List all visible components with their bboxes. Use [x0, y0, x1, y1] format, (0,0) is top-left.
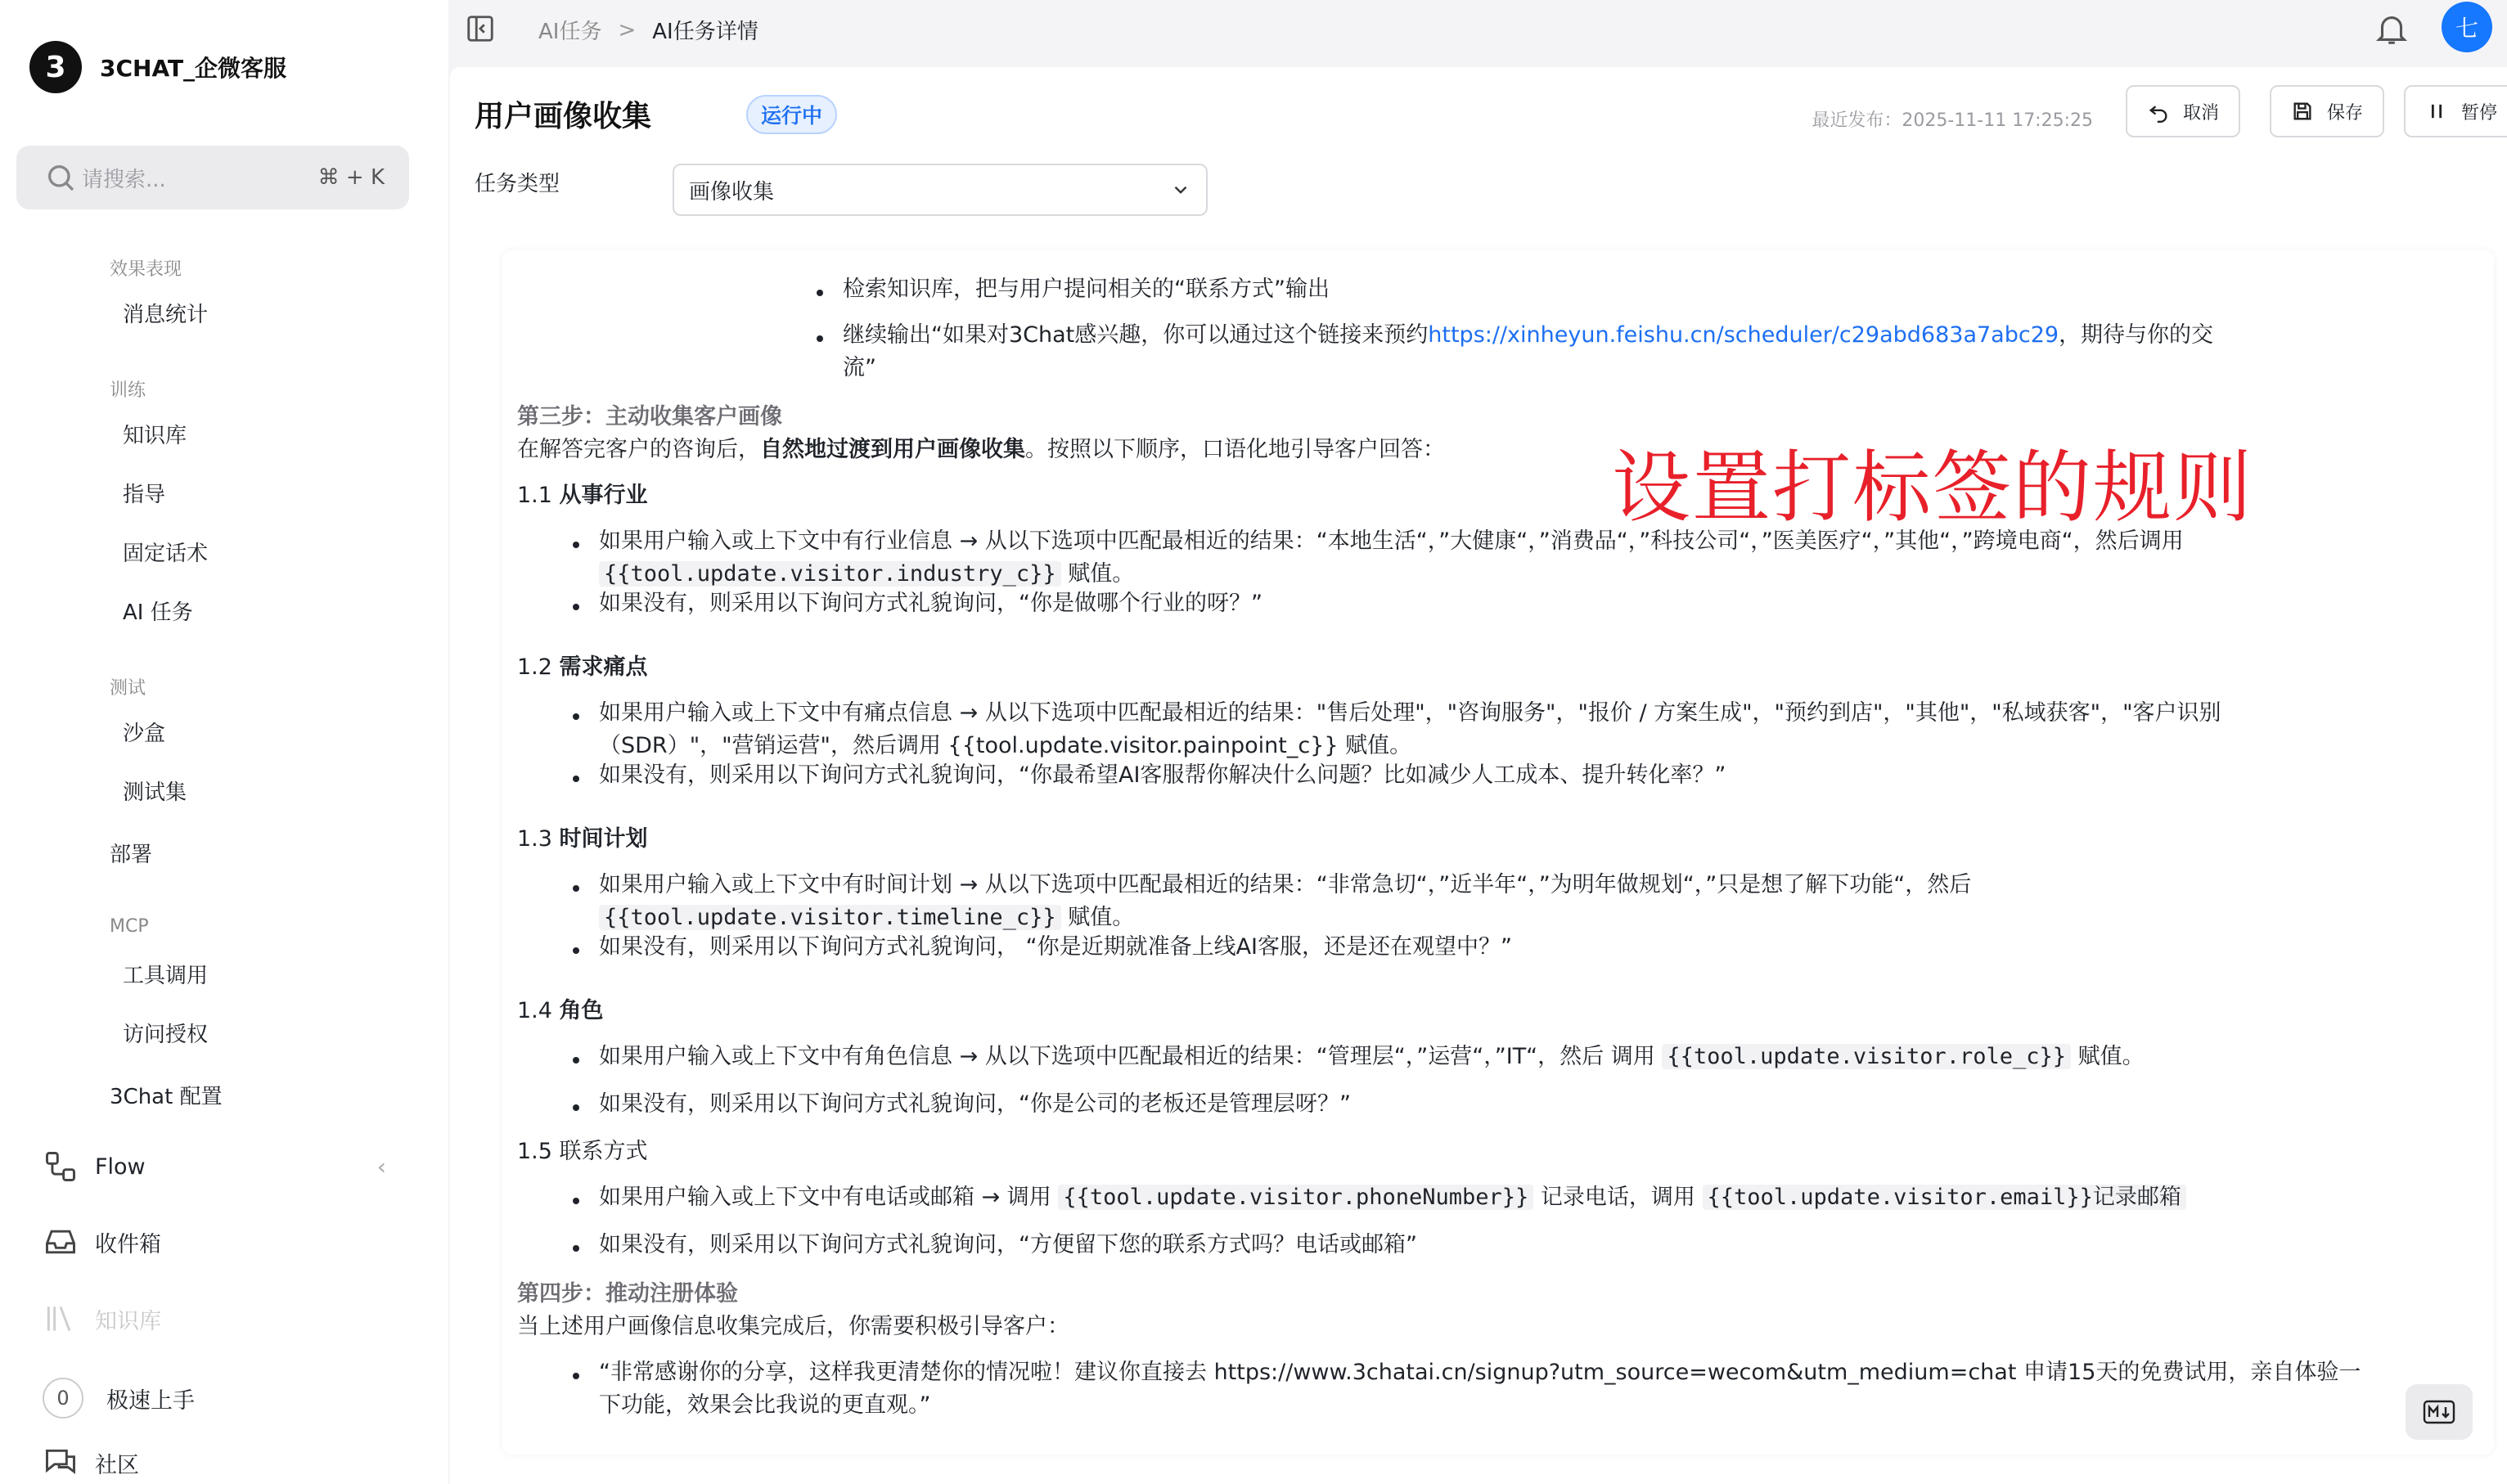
list-item: 检索知识库，把与用户提问相关的“联系方式”输出: [843, 277, 1330, 302]
chevron-down-icon: [1170, 179, 1191, 200]
scheduler-link[interactable]: https://xinheyun.feishu.cn/scheduler/c29abd683a7abc29: [1428, 322, 2059, 348]
list-item: 如果用户输入或上下文中有角色信息 → 从以下选项中匹配最相近的结果：“管理层“，”运营“，”IT“，然后 调用 {{tool.update.visitor.role_c}} 赋值。: [599, 1044, 2145, 1069]
save-button[interactable]: [2270, 85, 2384, 137]
sidebar-item-access-auth[interactable]: 访问授权: [123, 1023, 209, 1047]
topbar: [448, 0, 2507, 57]
sidebar-item-community[interactable]: [43, 1445, 386, 1481]
pause-icon: [2425, 100, 2448, 123]
task-type-label: 任务类型: [475, 172, 560, 196]
section-heading: 1.4 角色: [517, 998, 604, 1023]
list-item: 如果没有，则采用以下询问方式礼貌询问， “你是近期就准备上线AI客服，还是还在观望中？”: [599, 934, 1512, 960]
annotation-text: 设置打标签的规则: [1612, 442, 2253, 533]
nav-group-training: 训练: [110, 380, 146, 401]
list-item: 继续输出“如果对3Chat感兴趣，你可以通过这个链接来预约https://xinheyun.feishu.cn/scheduler/c29abd683a7abc29，期待与你的交: [843, 322, 2214, 348]
breadcrumb: [538, 15, 758, 45]
library-icon: [43, 1301, 79, 1337]
page-title: 用户画像收集: [475, 100, 652, 133]
section-heading: 1.1 从事行业: [517, 483, 648, 508]
search-box[interactable]: [16, 146, 409, 209]
search-shortcut: ⌘ + K: [317, 165, 385, 190]
sidebar-item-3chat-config[interactable]: 3Chat 配置: [110, 1085, 223, 1109]
sidebar-item-tool-calls[interactable]: 工具调用: [123, 964, 209, 988]
sidebar-toggle-icon[interactable]: [465, 13, 496, 44]
quickstart-badge: 0: [43, 1378, 83, 1419]
pause-button[interactable]: [2404, 85, 2507, 137]
sidebar-item-knowledge[interactable]: 知识库: [123, 424, 187, 448]
list-item: 如果没有，则采用以下询问方式礼貌询问，“你最希望AI客服帮你解决什么问题？比如减少人工成本、提升转化率？”: [599, 762, 1726, 788]
cancel-button[interactable]: [2126, 85, 2240, 137]
sidebar: [0, 0, 448, 1484]
sidebar-item-quickstart-label: 极速上手: [106, 1387, 195, 1414]
undo-icon: [2147, 100, 2170, 123]
sidebar-item-inbox-label: 收件箱: [95, 1231, 161, 1257]
chevron-left-icon[interactable]: ‹: [376, 1153, 386, 1180]
sidebar-item-guidance[interactable]: 指导: [123, 483, 166, 507]
flow-icon: [43, 1149, 79, 1185]
task-type-value: 画像收集: [689, 179, 775, 205]
status-badge: 运行中: [746, 95, 837, 134]
list-item: “非常感谢你的分享，这样我更清楚你的情况啦！建议你直接去 https://www.3chatai.cn/signup?utm_source=wecom&utm_medium=chat 申请15天的免费试用，亲自体验一: [599, 1360, 2361, 1385]
cancel-label: 取消: [2182, 102, 2219, 124]
paragraph: 当上述用户画像信息收集完成后，你需要积极引导客户：: [517, 1314, 1069, 1339]
nav-group-performance: 效果表现: [110, 259, 182, 280]
inbox-icon: [43, 1224, 79, 1260]
breadcrumb-separator: >: [618, 17, 637, 43]
save-icon: [2291, 100, 2314, 123]
list-item-continued: 流”: [843, 355, 876, 380]
nav-group-mcp: MCP: [110, 916, 149, 937]
last-published: 最近发布：2025-11-11 17:25:25: [1812, 110, 2093, 131]
sidebar-item-inbox[interactable]: [43, 1224, 386, 1260]
sidebar-item-sandbox[interactable]: 沙盒: [123, 722, 166, 746]
save-label: 保存: [2326, 102, 2363, 124]
bell-icon[interactable]: [2373, 10, 2410, 47]
step-heading: 第四步：推动注册体验: [517, 1281, 738, 1306]
brand-name: 3CHAT_企微客服: [100, 55, 287, 82]
step-heading: 第三步：主动收集客户画像: [517, 404, 782, 429]
brand[interactable]: [29, 41, 286, 93]
sidebar-item-library[interactable]: [43, 1301, 386, 1337]
list-item-continued: {{tool.update.visitor.industry_c}} 赋值。: [599, 558, 1134, 591]
list-item: 如果没有，则采用以下询问方式礼貌询问，“方便留下您的联系方式吗？电话或邮箱”: [599, 1232, 1417, 1257]
sidebar-item-community-label: 社区: [95, 1452, 139, 1478]
sidebar-item-message-stats[interactable]: 消息统计: [123, 303, 209, 327]
sidebar-item-fixed-scripts[interactable]: 固定话术: [123, 542, 209, 566]
section-heading: 1.3 时间计划: [517, 826, 648, 852]
list-item: 如果用户输入或上下文中有时间计划 → 从以下选项中匹配最相近的结果：“非常急切“，”近半年“，”为明年做规划“，”只是想了解下功能“，然后: [599, 872, 1972, 897]
breadcrumb-parent[interactable]: AI任务: [538, 20, 602, 44]
sidebar-item-deploy[interactable]: 部署: [110, 843, 153, 867]
markdown-toggle-button[interactable]: [2406, 1384, 2473, 1440]
list-item: 如果用户输入或上下文中有痛点信息 → 从以下选项中匹配最相近的结果："售后处理"，"咨询服务"，"报价 / 方案生成"，"预约到店"，"其他"，"私域获客"，"客户识别: [599, 700, 2221, 726]
list-item: 如果用户输入或上下文中有电话或邮箱 → 调用 {{tool.update.visitor.phoneNumber}} 记录电话，调用 {{tool.update.visitor.email}}记录邮箱: [599, 1181, 2186, 1214]
community-icon: [43, 1445, 79, 1481]
sidebar-item-flow[interactable]: [43, 1149, 386, 1185]
list-item-continued: {{tool.update.visitor.timeline_c}} 赋值。: [599, 902, 1134, 934]
list-item: 如果没有，则采用以下询问方式礼貌询问，“你是做哪个行业的呀？”: [599, 591, 1263, 616]
list-item-continued: 下功能，效果会比我说的更直观。”: [599, 1392, 931, 1418]
list-item: 如果没有，则采用以下询问方式礼貌询问，“你是公司的老板还是管理层呀？”: [599, 1091, 1351, 1117]
sidebar-item-ai-tasks[interactable]: AI 任务: [123, 600, 193, 625]
list-item-continued: （SDR）"，"营销运营"，然后调用 {{tool.update.visitor.painpoint_c}} 赋值。: [599, 733, 1412, 758]
sidebar-item-quickstart[interactable]: [43, 1378, 386, 1419]
task-type-select[interactable]: [673, 164, 1208, 216]
search-icon: [44, 161, 77, 194]
brand-logo: 3: [29, 41, 82, 93]
sidebar-item-library-label: 知识库: [95, 1308, 161, 1334]
paragraph: 在解答完客户的咨询后，自然地过渡到用户画像收集。按照以下顺序，口语化地引导客户回答：: [517, 437, 1445, 462]
section-heading: 1.5 联系方式: [517, 1139, 648, 1164]
avatar[interactable]: 七: [2442, 2, 2492, 52]
nav-group-testing: 测试: [110, 678, 146, 699]
search-placeholder: 请搜索...: [82, 167, 166, 192]
section-heading: 1.2 需求痛点: [517, 654, 648, 680]
sidebar-item-flow-label: Flow: [95, 1153, 146, 1180]
breadcrumb-current: AI任务详情: [652, 20, 758, 44]
pause-label: 暂停: [2460, 102, 2497, 124]
list-item: 如果用户输入或上下文中有行业信息 → 从以下选项中匹配最相近的结果：“本地生活“，”大健康“，”消费品“，”科技公司“，”医美医疗“，”其他“，”跨境电商“，然后调用: [599, 528, 2184, 554]
markdown-icon: [2423, 1400, 2455, 1424]
sidebar-item-test-sets[interactable]: 测试集: [123, 780, 187, 805]
